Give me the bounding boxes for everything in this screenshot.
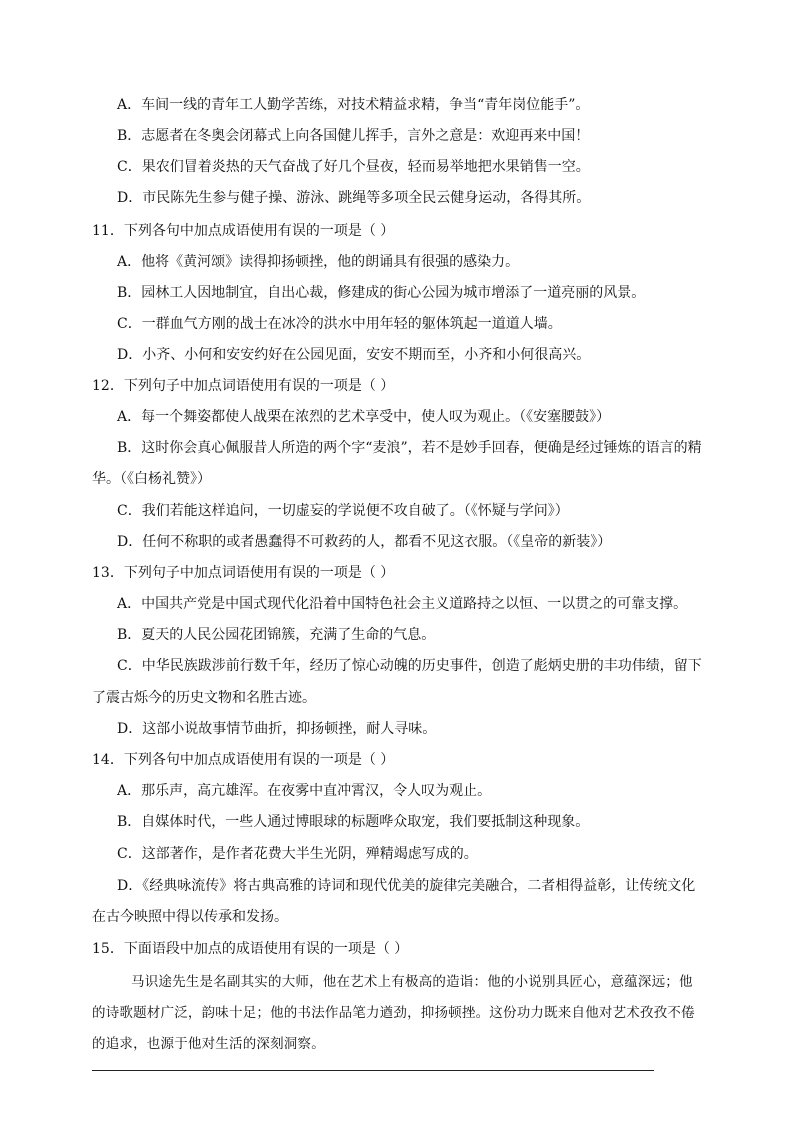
q14-option-a: A．那乐声，高亢雄浑。在夜雾中直冲霄汉，令人叹为观止。: [117, 783, 492, 799]
q11-option-d: D．小齐、小何和安安约好在公园见面，安安不期而至，小齐和小何很高兴。: [117, 347, 591, 363]
q12-option-d: D．任何不称职的或者愚蠢得不可救药的人，都看不见这衣服。（《皇帝的新装》）: [117, 534, 612, 550]
q12-option-b: B．这时你会真心佩服昔人所造的两个字“麦浪”，若不是妙手回春，便确是经过锤炼的语言的精: [117, 440, 702, 456]
q13-option-a: A．中国共产党是中国式现代化沿着中国特色社会主义道路持之以恒、一以贯之的可靠支撑。: [117, 596, 688, 612]
q13-option-c-cont: 了震古烁今的历史文物和名胜古迹。: [92, 690, 316, 706]
q14-stem: 14．下列各句中加点成语使用有误的一项是（ ）: [92, 752, 395, 768]
answer-underline: [92, 1070, 654, 1071]
q13-stem: 13．下列句子中加点词语使用有误的一项是（ ）: [92, 565, 395, 581]
q15-passage-line-3: 的追求，也源于他对生活的深刻洞察。: [92, 1036, 325, 1052]
q12-option-c: C．我们若能这样追问，一切虚妄的学说便不攻自破了。（《怀疑与学问》）: [117, 503, 569, 519]
q10-option-c: C．果农们冒着炎热的天气奋战了好几个昼夜，轻而易举地把水果销售一空。: [117, 159, 590, 175]
q15-stem: 15．下面语段中加点的成语使用有误的一项是（ ）: [92, 941, 409, 957]
q10-option-a: A．车间一线的青年工人勤学苦练，对技术精益求精，争当“青年岗位能手”。: [117, 97, 590, 113]
q13-option-d: D．这部小说故事情节曲折，抑扬顿挫，耐人寻味。: [117, 721, 437, 737]
q10-option-b: B．志愿者在冬奥会闭幕式上向各国健儿挥手，言外之意是：欢迎再来中国！: [117, 128, 590, 144]
q11-option-b: B．园林工人因地制宜，自出心裁，修建成的街心公园为城市增添了一道亮丽的风景。: [117, 285, 646, 301]
q15-passage-line-2: 的诗歌题材广泛，韵味十足；他的书法作品笔力遒劲，抑扬顿挫。这份功力既来自他对艺术孜孜不倦: [92, 1005, 695, 1021]
q11-option-c: C．一群血气方刚的战士在冰冷的洪水中用年轻的躯体筑起一道道人墙。: [117, 316, 562, 332]
q12-option-b-cont: 华。（《白杨礼赞》）: [92, 471, 211, 487]
q12-option-a: A．每一个舞姿都使人战栗在浓烈的艺术享受中，使人叹为观止。（《安塞腰鼓》）: [117, 409, 611, 425]
q11-option-a: A．他将《黄河颂》读得抑扬顿挫，他的朗诵具有很强的感染力。: [117, 254, 520, 270]
q10-option-d: D．市民陈先生参与健子操、游泳、跳绳等多项全民云健身运动，各得其所。: [117, 190, 591, 206]
q14-option-d-cont: 在古今映照中得以传承和发扬。: [92, 909, 288, 925]
q14-option-c: C．这部著作，是作者花费大半生光阴，殚精竭虑写成的。: [117, 846, 478, 862]
q14-option-b: B．自媒体时代，一些人通过博眼球的标题哗众取宠，我们要抵制这种现象。: [117, 814, 590, 830]
q12-stem: 12．下列句子中加点词语使用有误的一项是（ ）: [92, 378, 395, 394]
q13-option-b: B．夏天的人民公园花团锦簇，充满了生命的气息。: [117, 627, 436, 643]
q14-option-d: D．《经典咏流传》将古典高雅的诗词和现代优美的旋律完美融合，二者相得益彰，让传统文化: [117, 878, 696, 894]
q11-stem: 11．下列各句中加点成语使用有误的一项是（ ）: [92, 223, 395, 239]
q13-option-c: C．中华民族跋涉前行数千年，经历了惊心动魄的历史事件，创造了彪炳史册的丰功伟绩，留下: [117, 658, 702, 674]
q15-passage-line-1: 马识途先生是名副其实的大师，他在艺术上有极高的造诣：他的小说别具匠心，意蕴深远；他: [131, 974, 693, 990]
